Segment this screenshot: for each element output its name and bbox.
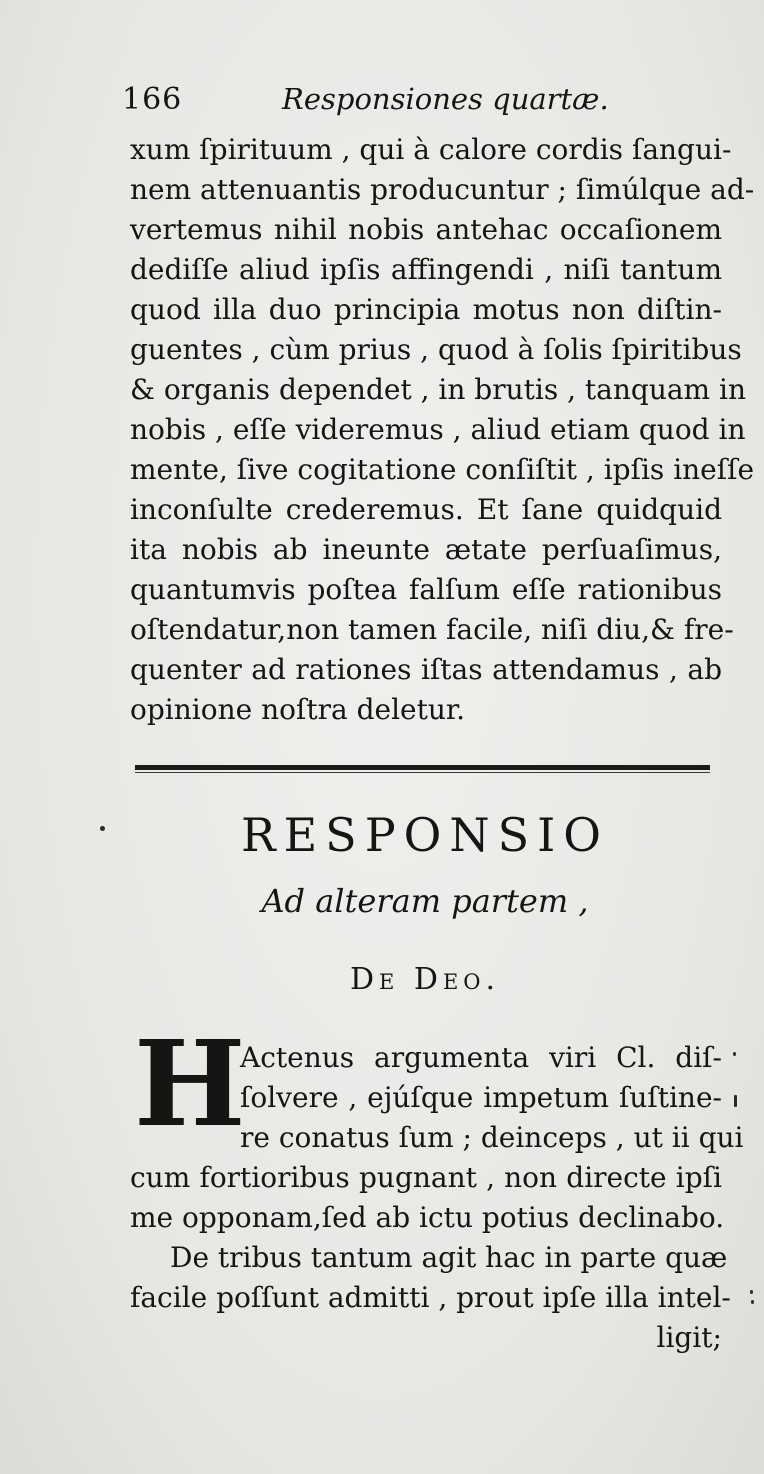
section-rule xyxy=(135,765,710,770)
ink-speck xyxy=(734,1095,737,1107)
text-line: cum fortioribus pugnant , non directe ipſi xyxy=(130,1161,722,1194)
text-line: xum ſpirituum , qui à calore cordis ſangui- xyxy=(130,133,732,166)
ink-speck xyxy=(750,1290,753,1294)
text-line: re conatus ſum ; deinceps , ut ii qui xyxy=(240,1121,744,1154)
text-line: quenter ad rationes iſtas attendamus , ab xyxy=(130,653,722,686)
text-line: me opponam,ſed ab ictu potius declinabo. xyxy=(130,1201,725,1234)
text-line: & organis dependet , in brutis , tanquam in xyxy=(130,373,746,406)
text-line: ligit; xyxy=(656,1321,722,1354)
running-head xyxy=(122,82,722,122)
running-title: Responsiones quartæ. xyxy=(282,82,609,116)
section-rule-thin xyxy=(135,772,710,773)
text-line: nobis , eſſe videremus , aliud etiam quod in xyxy=(130,413,746,446)
text-line: De tribus tantum agit hac in parte quæ xyxy=(170,1241,728,1274)
text-line: vertemus nihil nobis antehac occaſionem xyxy=(130,213,722,246)
text-line: nem attenuantis producuntur ; ſimúlque ad- xyxy=(130,173,755,206)
text-line: Actenus argumenta viri Cl. diſ- xyxy=(240,1041,722,1074)
section-third-heading: De Deo. xyxy=(349,962,501,997)
text-line: dediſſe aliud ipſis affingendi , niſi tantum xyxy=(130,253,722,286)
text-line: guentes , cùm prius , quod à ſolis ſpiritibus xyxy=(130,333,742,366)
section-heading: RESPONSIO xyxy=(240,808,610,862)
text-line: opinione noſtra deletur. xyxy=(130,693,466,726)
ink-speck xyxy=(100,826,105,831)
section-subheading: Ad alteram partem , xyxy=(261,882,589,920)
text-line: quod illa duo principia motus non diſtin- xyxy=(130,293,722,326)
text-line: ſolvere , ejúſque impetum ſuſtine- xyxy=(240,1081,722,1114)
ink-speck xyxy=(751,1300,754,1304)
text-line: inconſulte crederemus. Et ſane quidquid xyxy=(130,493,722,526)
page-number: 166 xyxy=(122,82,183,117)
drop-cap: H xyxy=(134,1014,246,1153)
second-paragraph xyxy=(130,1038,744,1358)
text-line: facile poſſunt admitti , prout ipſe illa intel- xyxy=(130,1281,731,1314)
text-line: ita nobis ab ineunte ætate perſuaſimus, xyxy=(130,533,722,566)
first-paragraph xyxy=(130,130,755,730)
text-line: quantumvis poſtea falſum eſſe rationibus xyxy=(130,573,722,606)
text-line: oſtendatur,non tamen facile, niſi diu,& fre- xyxy=(130,613,734,646)
text-line: mente, ſive cogitatione conſiſtit , ipſis ineſſe xyxy=(130,453,755,486)
ink-speck xyxy=(733,1052,736,1056)
